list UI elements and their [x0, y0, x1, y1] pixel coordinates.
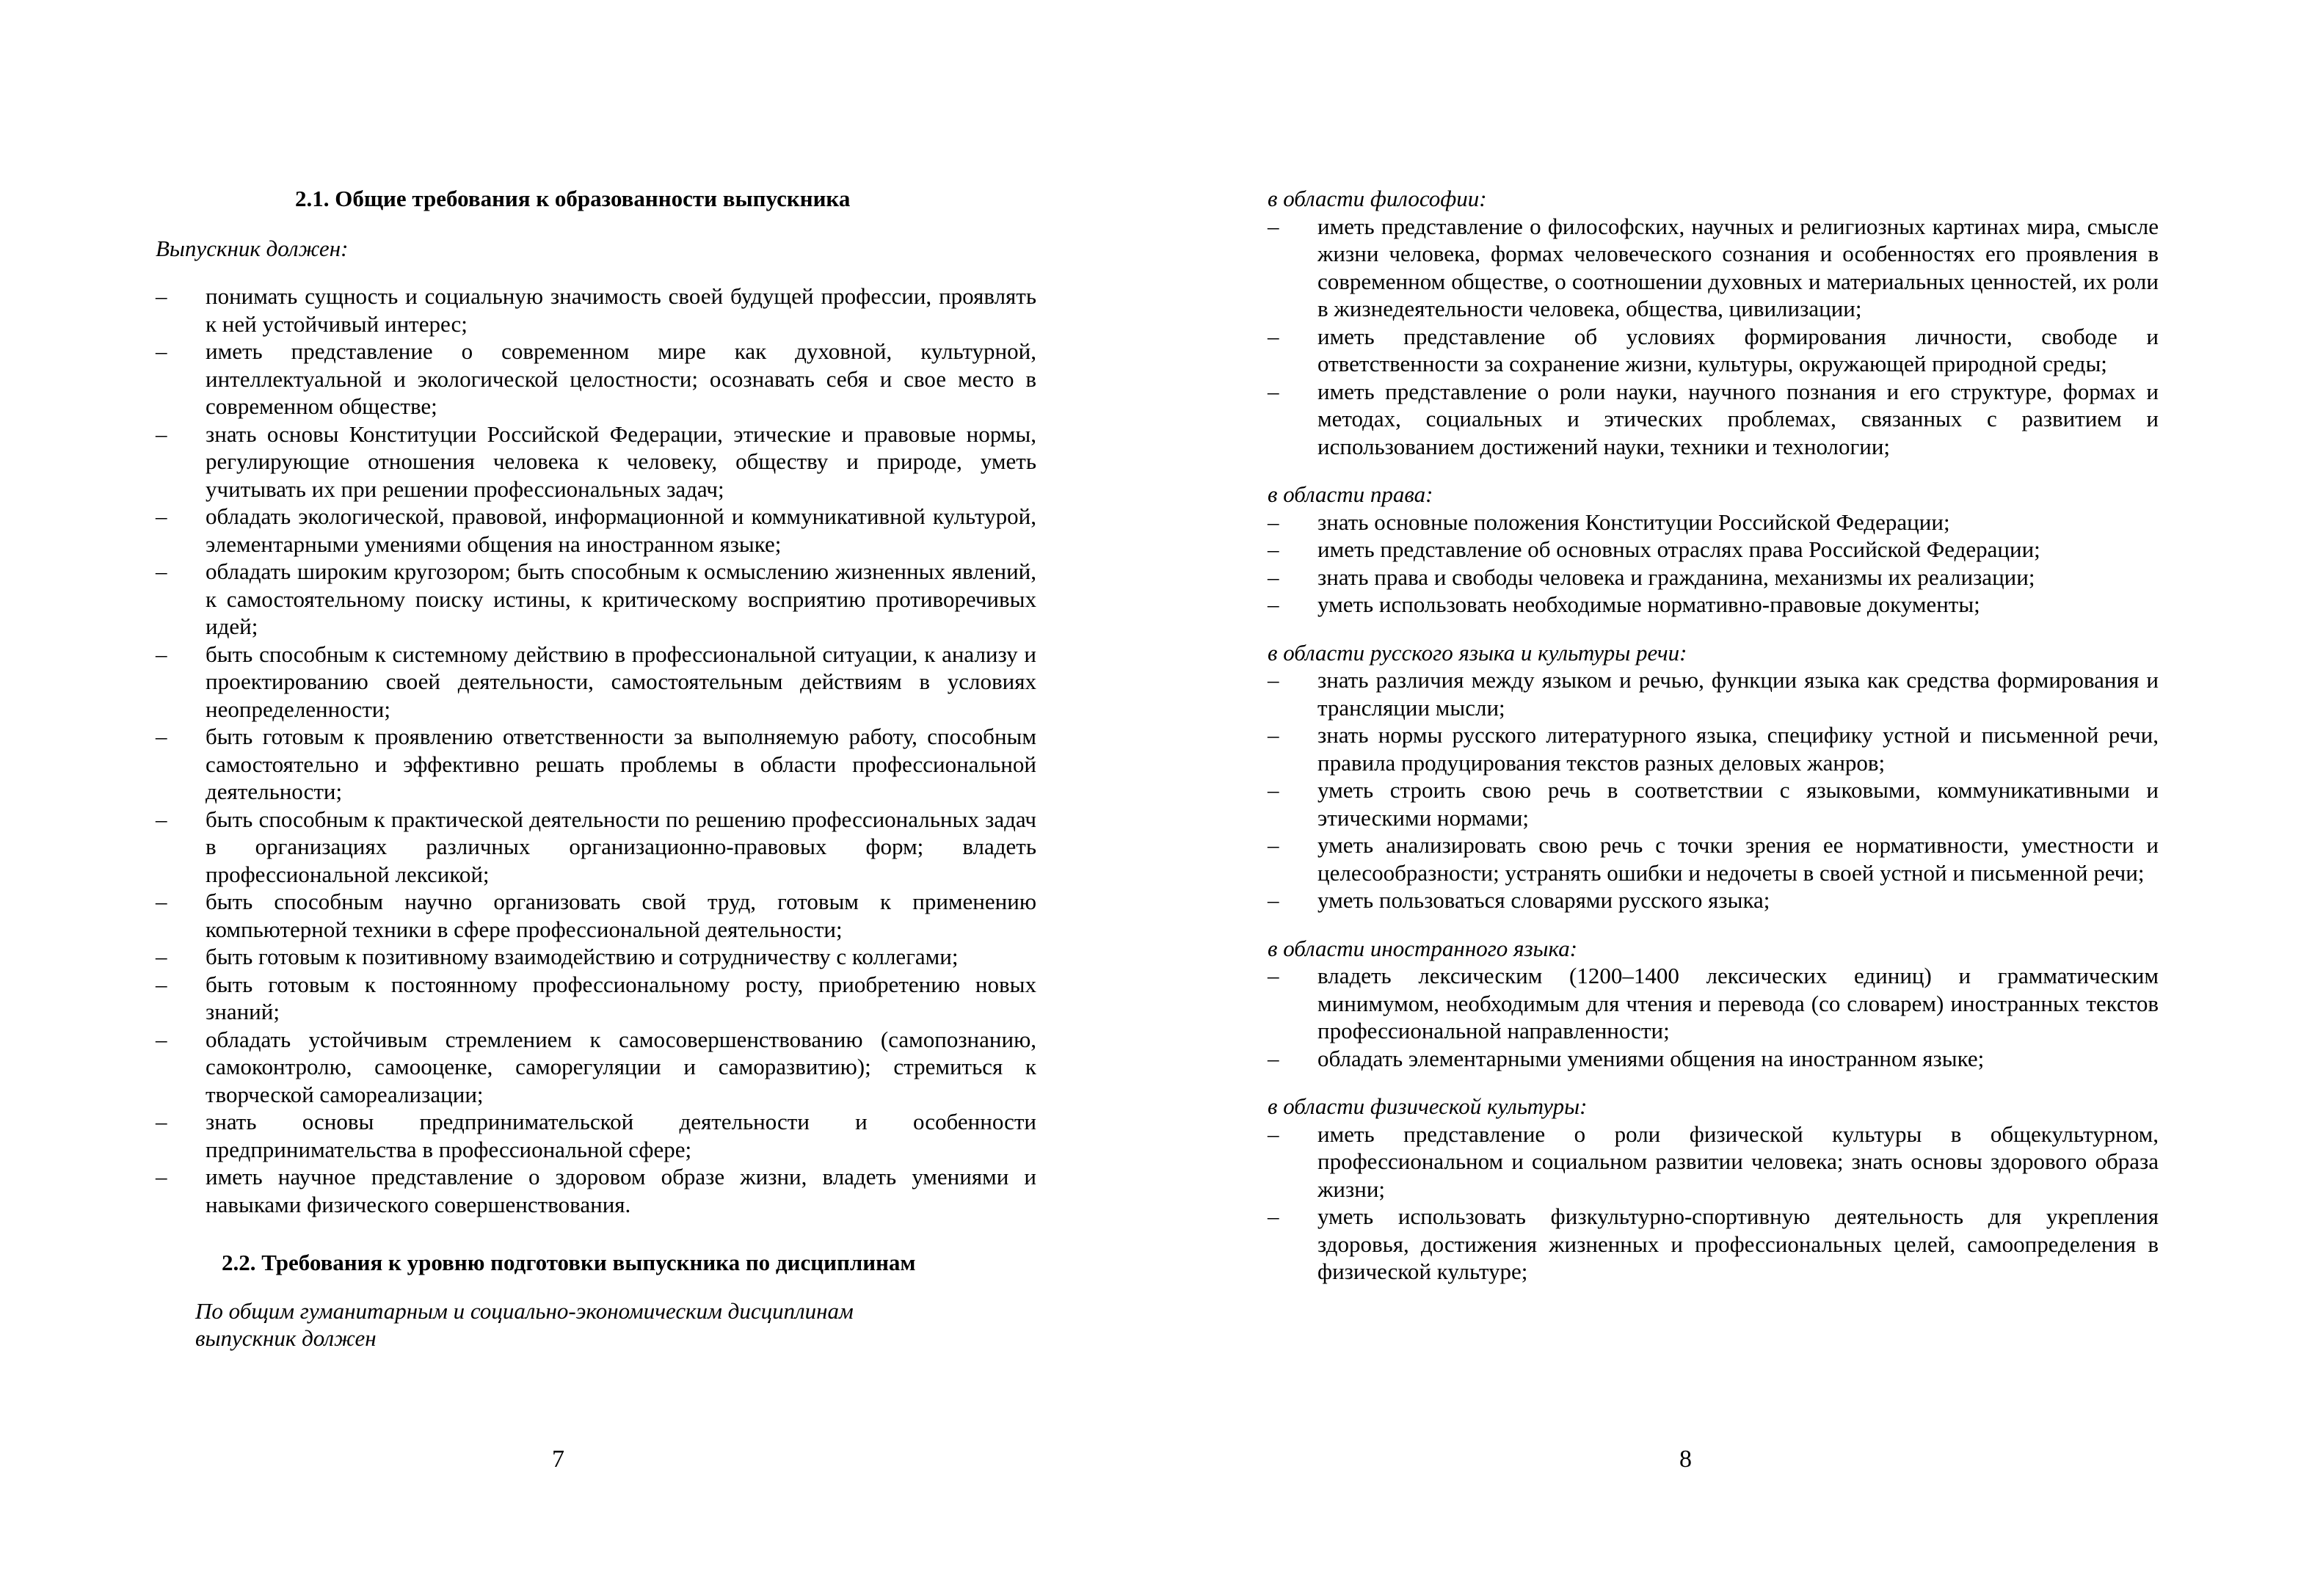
group-heading: в области философии: — [1268, 186, 1487, 211]
left-page-content — [156, 185, 1036, 1352]
list-item: – иметь представление об основных отраслях права Российской Федерации; — [1268, 536, 2040, 562]
group-heading: в области иностранного языка: — [1268, 935, 1578, 961]
group-heading: в области физической культуры: — [1268, 1093, 1588, 1119]
list-item: – быть способным научно организовать свой труд, готовым к применению компьютерной техники в сфере профессиональной деятельности; — [156, 889, 1036, 942]
list-item: – знать различия между языком и речью, функции языка как средства формирования и трансляции мысли; — [1268, 667, 2159, 721]
list-item: – быть готовым к постоянному профессиональному росту, приобретению новых знаний; — [156, 971, 1036, 1024]
list-item: – быть способным к системному действию в профессиональной ситуации, к анализу и проектированию своей деятельности, самостоятельным действиям в условиях неопределенности; — [156, 641, 1036, 722]
list-item: – уметь анализировать свою речь с точки зрения ее нормативности, уместности и целесообразности; устранять ошибки и недочеты в своей устной и письменной речи; — [1268, 832, 2159, 886]
intro-text: Выпускник должен: — [156, 235, 349, 261]
list-item: – знать нормы русского литературного языка, специфику устной и письменной речи, правила продуцирования текстов разных деловых жанров; — [1268, 722, 2159, 776]
list-item: – иметь представление об условиях формирования личности, свободе и ответственности за сохранение жизни, культуры, окружающей природной среды; — [1268, 323, 2159, 376]
list-item: – уметь строить свою речь в соответствии с языковыми, коммуникативными и этическими нормами; — [1268, 777, 2159, 831]
page-number-8: 8 — [1679, 1446, 1692, 1473]
group-heading: в области права: — [1268, 481, 1433, 507]
right-page — [1156, 0, 2312, 1596]
group-foreign-language — [1268, 935, 2159, 1073]
list-item: – обладать устойчивым стремлением к самосовершенствованию (самопознанию, самоконтролю, самооценке, саморегуляции и саморазвитию); стремиться к творческой самореализации; — [156, 1026, 1036, 1107]
list-item: – иметь представление о роли физической культуры в общекультурном, профессиональном и социальном развитии человека; знать основы здорового образа жизни; — [1268, 1121, 2159, 1202]
section2-intro: По общим гуманитарным и социально-экономическим дисциплинам выпускник должен — [195, 1297, 854, 1351]
page-number-7: 7 — [552, 1446, 564, 1473]
right-page-content — [1268, 185, 2159, 1306]
list-item: – уметь использовать необходимые нормативно-правовые документы; — [1268, 591, 1980, 617]
list-item: – быть готовым к позитивному взаимодействию и сотрудничеству с коллегами; — [156, 944, 959, 969]
list-item: – обладать широким кругозором; быть способным к осмыслению жизненных явлений, к самостоятельному поиску истины, к критическому восприятию противоречивых идей; — [156, 558, 1036, 639]
list-item: – владеть лексическим (1200–1400 лексических единиц) и грамматическим минимумом, необходимым для чтения и перевода (со словарем) иностранных текстов профессиональной направленности; — [1268, 963, 2159, 1043]
group-russian-language — [1268, 639, 2159, 914]
requirements-list — [156, 283, 1036, 1218]
list-item: – обладать экологической, правовой, информационной и коммуникативной культурой, элементарными умениями общения на иностранном языке; — [156, 503, 1036, 557]
list-item: – знать основные положения Конституции Российской Федерации; — [1268, 509, 1950, 535]
list-item: – знать основы предпринимательской деятельности и особенности предпринимательства в профессиональной сфере; — [156, 1109, 1036, 1162]
group-heading: в области русского языка и культуры речи: — [1268, 639, 1687, 666]
list-item: – понимать сущность и социальную значимость своей будущей профессии, проявлять к ней устойчивый интерес; — [156, 283, 1036, 337]
list-item: – иметь представление о философских, научных и религиозных картинах мира, смысле жизни человека, формах человеческого сознания и особенностях его проявления в современном обществе, о соотношении духовных и материальных ценностей, их роли в жизнедеятельности человека, общества, цивилизации; — [1268, 213, 2159, 321]
list-item: – обладать элементарными умениями общения на иностранном языке; — [1268, 1045, 1985, 1071]
list-item: – быть способным к практической деятельности по решению профессиональных задач в организациях различных организационно-правовых форм; владеть профессиональной лексикой; — [156, 806, 1036, 887]
list-item: – уметь пользоваться словарями русского языка; — [1268, 887, 1770, 913]
group-law — [1268, 481, 2159, 619]
list-item: – иметь представление о современном мире как духовной, культурной, интеллектуальной и экологической целостности; осознавать себя и свое место в современном обществе; — [156, 338, 1036, 419]
group-physical-culture — [1268, 1093, 2159, 1286]
list-item: – быть готовым к проявлению ответственности за выполняемую работу, способным самостоятельно и эффективно решать проблемы в области профессиональной деятельности; — [156, 724, 1036, 804]
list-item: – иметь представление о роли науки, научного познания и его структуре, формах и методах, социальных и этических проблемах, связанных с развитием и использованием достижений науки, техники и технологии; — [1268, 378, 2159, 459]
list-item: – знать права и свободы человека и гражданина, механизмы их реализации; — [1268, 564, 2035, 590]
section-title-2-2: 2.2. Требования к уровню подготовки выпускника по дисциплинам — [222, 1250, 916, 1275]
section-title-2-1: 2.1. Общие требования к образованности выпускника — [295, 186, 851, 211]
list-item: – знать основы Конституции Российской Федерации, этические и правовые нормы, регулирующие отношения человека к человеку, обществу и природе, уметь учитывать их при решении профессиональных задач; — [156, 420, 1036, 502]
list-item: – иметь научное представление о здоровом образе жизни, владеть умениями и навыками физического совершенствования. — [156, 1164, 1036, 1217]
list-item: – уметь использовать физкультурно-спортивную деятельность для укрепления здоровья, достижения жизненных и профессиональных целей, самоопределения в физической культуре; — [1268, 1203, 2159, 1284]
group-philosophy — [1268, 185, 2159, 460]
